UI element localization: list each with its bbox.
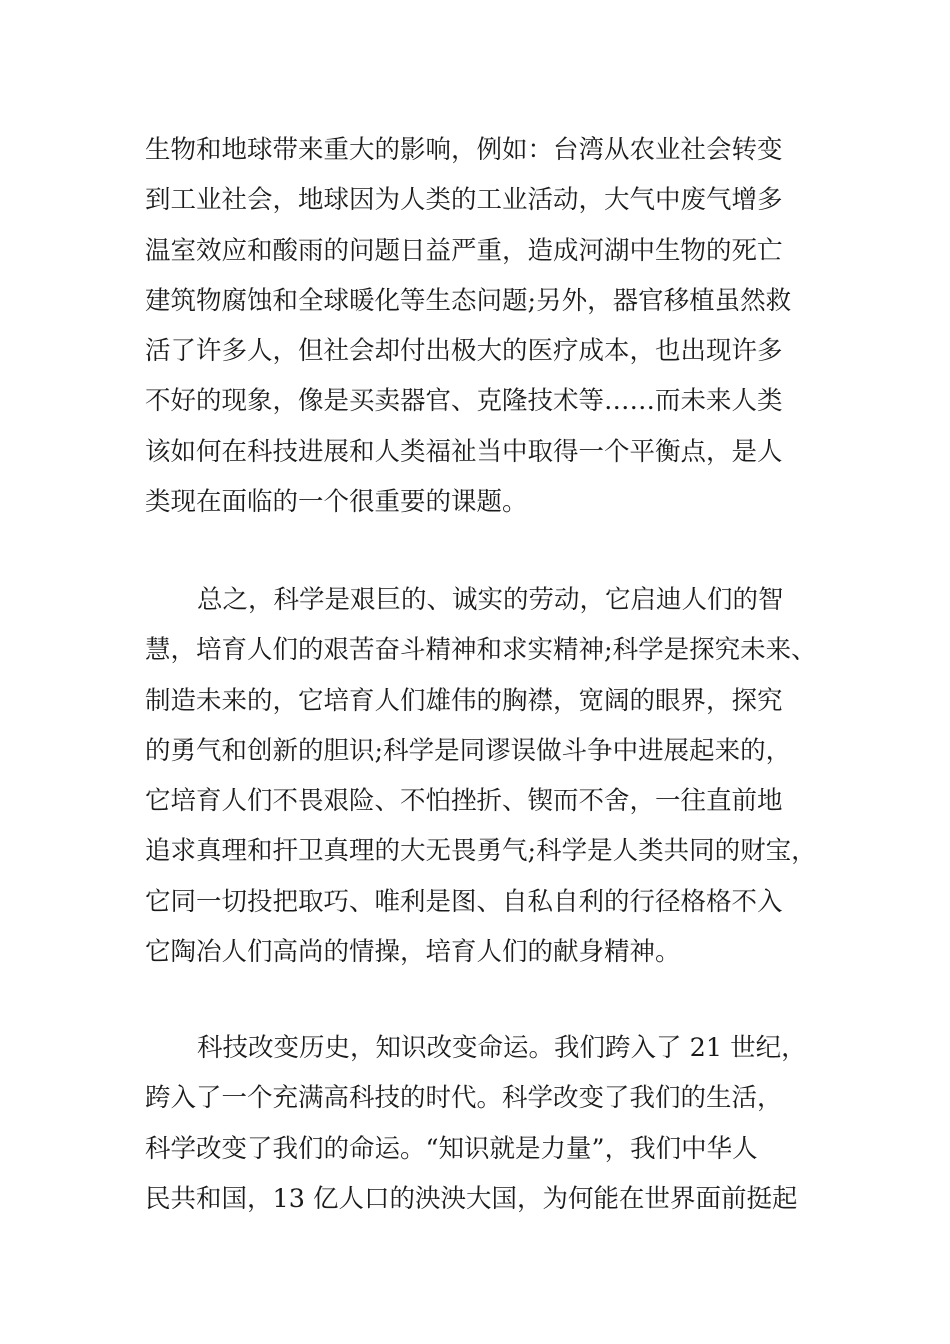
paragraph-3 (145, 1023, 825, 1224)
text-line: 它陶冶人们高尚的情操，培育人们的献身精神。 (145, 937, 681, 968)
text-line: 跨入了一个充满高科技的时代。科学改变了我们的生活， (145, 1083, 783, 1114)
text-line: 活了许多人，但社会却付出极大的医疗成本，也出现许多 (145, 336, 783, 367)
text-line: 不好的现象，像是买卖器官、克隆技术等……而未来人类 (145, 386, 783, 417)
text-line: 总之，科学是艰巨的、诚实的劳动，它启迪人们的智 (197, 585, 784, 615)
text-line: 民共和国，13 亿人口的泱泱大国，为何能在世界面前挺起 (145, 1183, 798, 1214)
paragraph-2 (145, 575, 825, 977)
text-line: 类现在面临的一个很重要的课题。 (145, 487, 528, 518)
text-line: 温室效应和酸雨的问题日益严重，造成河湖中生物的死亡 (145, 235, 783, 266)
text-line: 它培育人们不畏艰险、不怕挫折、锲而不舍，一往直前地 (145, 786, 783, 817)
text-line: 制造未来的，它培育人们雄伟的胸襟，宽阔的眼界，探究 (145, 685, 783, 716)
text-line: 生物和地球带来重大的影响，例如：台湾从农业社会转变 (145, 135, 783, 165)
text-line: 到工业社会，地球因为人类的工业活动，大气中废气增多 (145, 185, 783, 216)
text-line: 追求真理和扞卫真理的大无畏勇气;科学是人类共同的财宝， (145, 836, 817, 867)
text-line: 科学改变了我们的命运。“知识就是力量”，我们中华人 (145, 1133, 758, 1164)
text-line: 科技改变历史，知识改变命运。我们跨入了 21 世纪， (197, 1033, 807, 1063)
text-line: 建筑物腐蚀和全球暖化等生态问题;另外，器官移植虽然救 (145, 285, 792, 316)
text-line: 该如何在科技进展和人类福祉当中取得一个平衡点，是人 (145, 436, 783, 467)
text-line: 它同一切投把取巧、唯利是图、自私自利的行径格格不入 (145, 886, 783, 917)
text-line: 的勇气和创新的胆识;科学是同谬误做斗争中进展起来的， (145, 735, 792, 766)
paragraph-1 (145, 125, 825, 527)
text-line: 慧，培育人们的艰苦奋斗精神和求实精神;科学是探究未来、 (145, 635, 817, 666)
